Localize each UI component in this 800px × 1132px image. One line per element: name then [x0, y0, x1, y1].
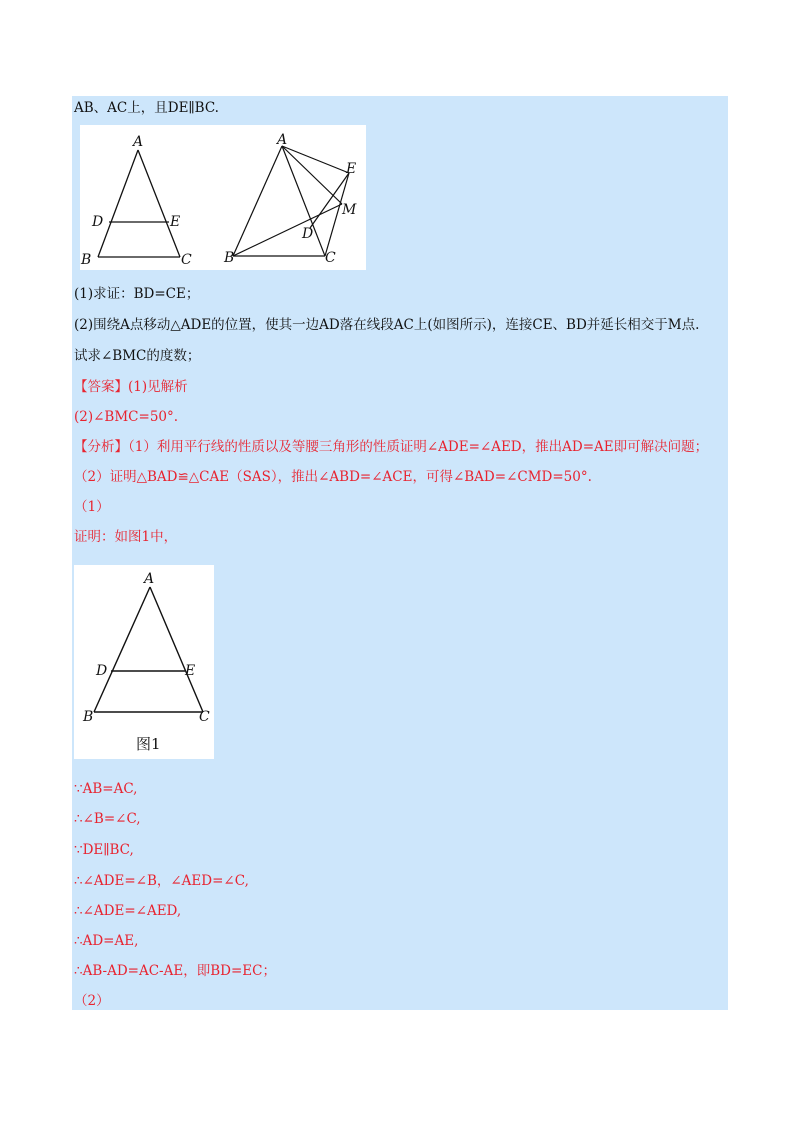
- label-b-left: B: [81, 252, 92, 268]
- label-e-right: E: [346, 161, 357, 177]
- proof-step-2: ∴∠B=∠C,: [74, 811, 141, 827]
- solution-part2-marker: （2）: [74, 993, 110, 1009]
- problem-part2-line1: (2)围绕A点移动△ADE的位置，使其一边AD落在线段AC上(如图所示)，连接CE、BD并延长相交于M点.: [74, 317, 700, 333]
- problem-part2-line2: 试求∠BMC的度数；: [74, 348, 201, 364]
- proof-step-5: ∴∠ADE=∠AED,: [74, 903, 182, 919]
- label-b-fig1: B: [83, 709, 94, 725]
- answer-a1: (1)见解析: [128, 379, 188, 395]
- label-c-left: C: [181, 252, 192, 268]
- answer-line1: [74, 378, 188, 396]
- triangle-abc-fig1: [94, 587, 203, 712]
- label-m-right: M: [342, 202, 357, 218]
- figure-1-caption: 图1: [136, 735, 161, 753]
- proof-step-1: ∵AB=AC,: [74, 781, 138, 797]
- figure-top: [80, 125, 366, 270]
- label-b-right: B: [224, 250, 235, 266]
- triangle-abc-left: [98, 150, 180, 257]
- analysis-line1: [74, 438, 708, 456]
- solution-proof-intro: 证明：如图1中，: [74, 529, 178, 545]
- rotated-figure-right: [233, 146, 349, 256]
- proof-step-3: ∵DE∥BC,: [74, 842, 134, 858]
- proof-step-6: ∴AD=AE,: [74, 933, 139, 949]
- proof-step-4: ∴∠ADE=∠B，∠AED=∠C,: [74, 873, 249, 889]
- label-d-fig1: D: [96, 663, 108, 679]
- answer-tag: 【答案】: [74, 379, 128, 395]
- label-e-fig1: E: [185, 663, 196, 679]
- label-c-fig1: C: [199, 709, 210, 725]
- label-d-left: D: [92, 214, 104, 230]
- figure-1-svg: [74, 565, 214, 759]
- analysis-text1: （1）利用平行线的性质以及等腰三角形的性质证明∠ADE=∠AED，推出AD=AE即可解决问题；: [128, 439, 709, 455]
- proof-step-7: ∴AB-AD=AC-AE，即BD=EC；: [74, 963, 276, 979]
- analysis-tag: 【分析】: [74, 439, 128, 455]
- answer-a2: (2)∠BMC=50°.: [74, 409, 179, 425]
- problem-intro: AB、AC上，且DE∥BC.: [74, 100, 219, 116]
- label-a-fig1: A: [144, 571, 155, 587]
- figure-1: [74, 565, 214, 759]
- label-a-right: A: [277, 132, 288, 148]
- label-a-left: A: [133, 134, 144, 150]
- label-e-left: E: [170, 214, 181, 230]
- problem-part1: (1)求证：BD=CE；: [74, 286, 200, 302]
- label-c-right: C: [325, 250, 336, 266]
- solution-part1-marker: （1）: [74, 499, 110, 515]
- analysis-line2: （2）证明△BAD≌△CAE（SAS），推出∠ABD=∠ACE，可得∠BAD=∠CMD=50°.: [74, 469, 592, 485]
- label-d-right: D: [302, 226, 314, 242]
- figure-top-svg: [80, 125, 366, 270]
